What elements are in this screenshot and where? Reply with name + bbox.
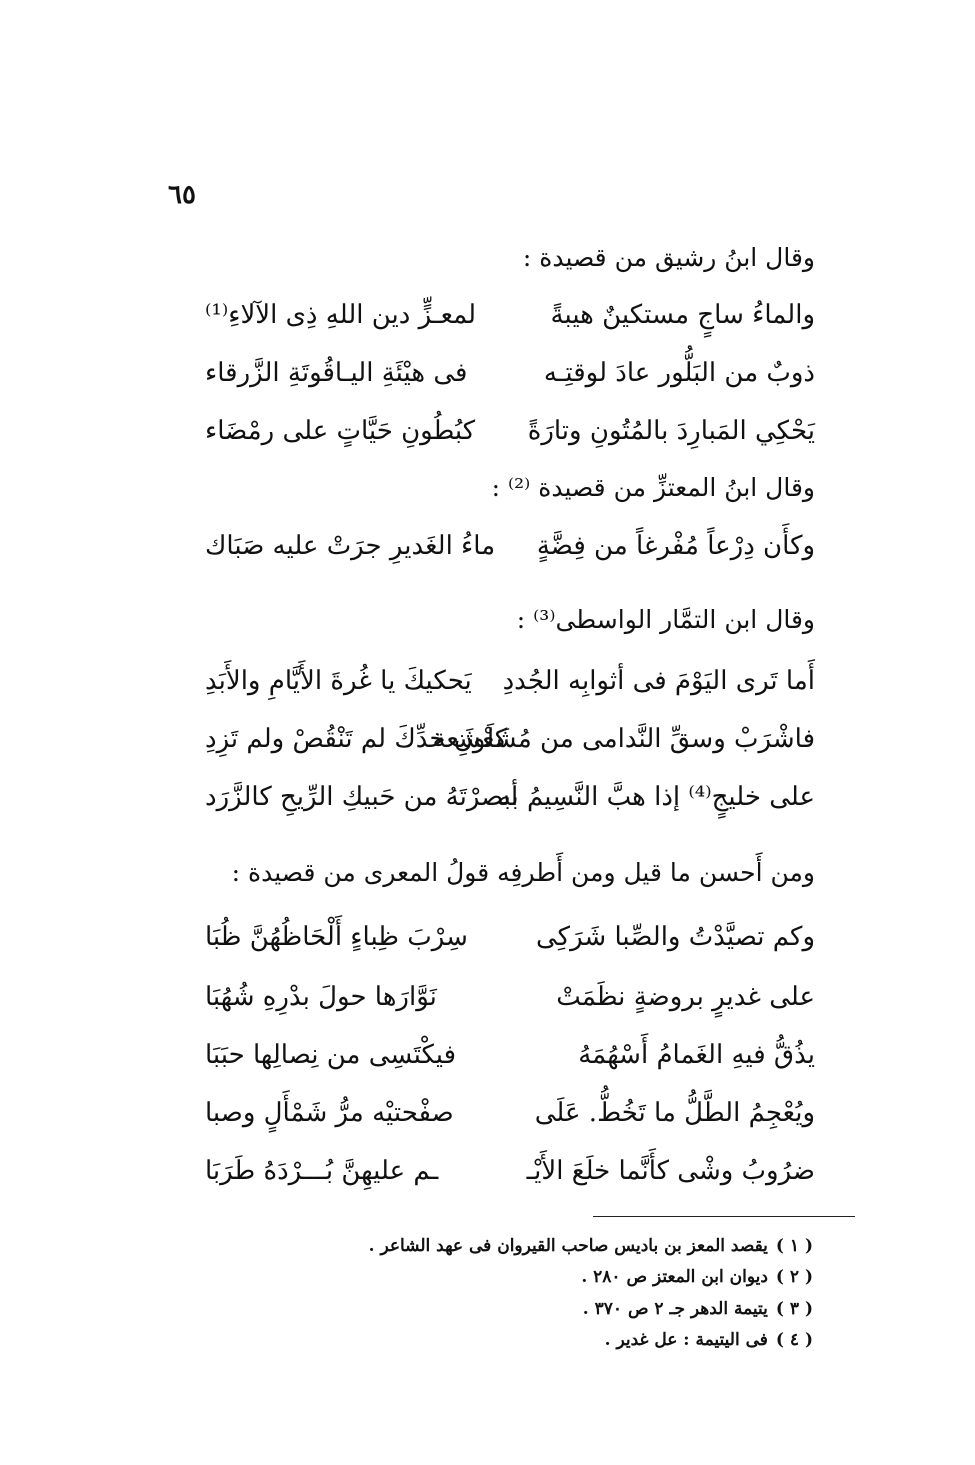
verse-second-hemistich: لمعـزٍّ دين اللهِ ذِى الآلاءِ⁽¹⁾ [205,300,477,330]
verse-first-hemistich: يَحْكِي المَبارِدَ بالمُتُونِ وتارَةً [527,416,815,446]
verse-second-hemistich: يَحكيكَ يا غُرةَ الأَيَّامِ والأَبَدِ [205,666,472,696]
footnote-number: ( ٢ ) [775,1267,813,1287]
verse-second-hemistich: أبصرْتَهُ من حَبيكِ الرِّيحِ كالزَّرَد [205,782,519,812]
footnote-text: يتيمة الدهر جـ ٢ ص ٣٧٠ . [582,1299,768,1319]
verse-second-hemistich: صفْحتيْه مرُّ شَمْأَلٍ وصبا [205,1098,454,1128]
verse-second-hemistich: فى هيْئَةِ اليـاقُوتَةِ الزَّرقاء [205,358,468,388]
footnote-number: ( ١ ) [775,1236,813,1256]
verse-line [205,922,815,966]
verse-line [205,358,815,402]
verse-first-hemistich: وكأَن دِرْعاً مُفْرغاً من فِضَّةٍ [536,531,815,561]
verse-first-hemistich: يذُقُّ فيهِ الغَمامُ أَسْهُمَهُ [578,1040,815,1070]
verse-second-hemistich: نَوَّارَها حولَ بدْرِهِ شُهُبَا [205,982,437,1012]
footnote-text: يقصد المعز بن باديس صاحب القيروان فى عهد الشاعر . [368,1236,768,1256]
footnote-separator [593,1216,855,1217]
verse-line [205,1098,815,1142]
footnote [581,1267,813,1287]
verse-first-hemistich: ويُعْجِمُ الطَّلُّ ما تَخُطُّ. عَلَى [534,1098,815,1128]
verse-first-hemistich: على غديرٍ بروضةٍ نظَمَتْ [556,982,815,1012]
verse-line [205,666,815,710]
verse-line [205,724,815,768]
verse-first-hemistich: أَما تَرى اليَوْمَ فى أثوابِه الجُددِ [502,666,815,696]
footnote-number: ( ٤ ) [775,1330,813,1350]
footnote-number: ( ٣ ) [775,1299,813,1319]
intro-ibn-rashiq: وقال ابنُ رشيق من قصيدة : [522,243,815,272]
verse-second-hemistich: كلَونِ خدِّكَ لم تَنْقُصْ ولم تَزِدِ [205,724,508,754]
verse-first-hemistich: على خليجٍ⁽⁴⁾ إذا هبَّ النَّسِيمُ به [497,782,815,812]
verse-first-hemistich: ضرُوبُ وشْى كأَنَّما خلَعَ الأَيْـ [526,1156,815,1186]
page-number: ٦٥ [168,180,196,210]
intro-al-maarri: ومن أَحسن ما قيل ومن أَطرفِه قولُ المعرى من قصيدة : [231,858,815,887]
verse-line [205,1156,815,1200]
verse-first-hemistich: فاشْرَبْ وسقِّ النَّدامى من مُشَعْشَعة [432,724,815,754]
verse-second-hemistich: ماءُ الغَديرِ جرَتْ عليه صَبَاك [205,531,496,561]
footnote [369,1236,813,1256]
verse-second-hemistich: فيكْتَسِى من نِصالِها حبَبَا [205,1040,457,1070]
footnote-text: ديوان ابن المعتز ص ٢٨٠ . [581,1267,768,1287]
verse-line [205,531,815,575]
intro-ibn-al-tammar: وقال ابن التمَّار الواسطى⁽³⁾ : [516,605,815,634]
verse-first-hemistich: والماءُ ساجٍ مستكينٌ هيبةً [550,300,815,330]
verse-line [205,1040,815,1084]
verse-second-hemistich: ـم عليهِنَّ بُـــرْدَهُ طَرَبَا [205,1156,439,1186]
verse-second-hemistich: كبُطُونِ حَيَّاتٍ على رمْضَاء [205,416,476,446]
footnote [583,1299,813,1319]
verse-line [205,300,815,344]
verse-line [205,416,815,460]
footnote [605,1330,813,1350]
intro-ibn-al-mutazz: وقال ابنُ المعتزِّ من قصيدة ⁽²⁾ : [491,473,815,502]
verse-line [205,982,815,1026]
verse-second-hemistich: سِرْبَ ظِباءٍ أَلْحَاظُهُنَّ ظُبَا [205,922,468,952]
verse-first-hemistich: وكم تصيَّدْتُ والصِّبا شَرَكِى [536,922,815,952]
footnote-text: فى اليتيمة : عل غدير . [604,1330,768,1350]
verse-first-hemistich: ذوبٌ من البَلُّور عادَ لوقتِـه [543,358,815,388]
verse-line [205,782,815,826]
